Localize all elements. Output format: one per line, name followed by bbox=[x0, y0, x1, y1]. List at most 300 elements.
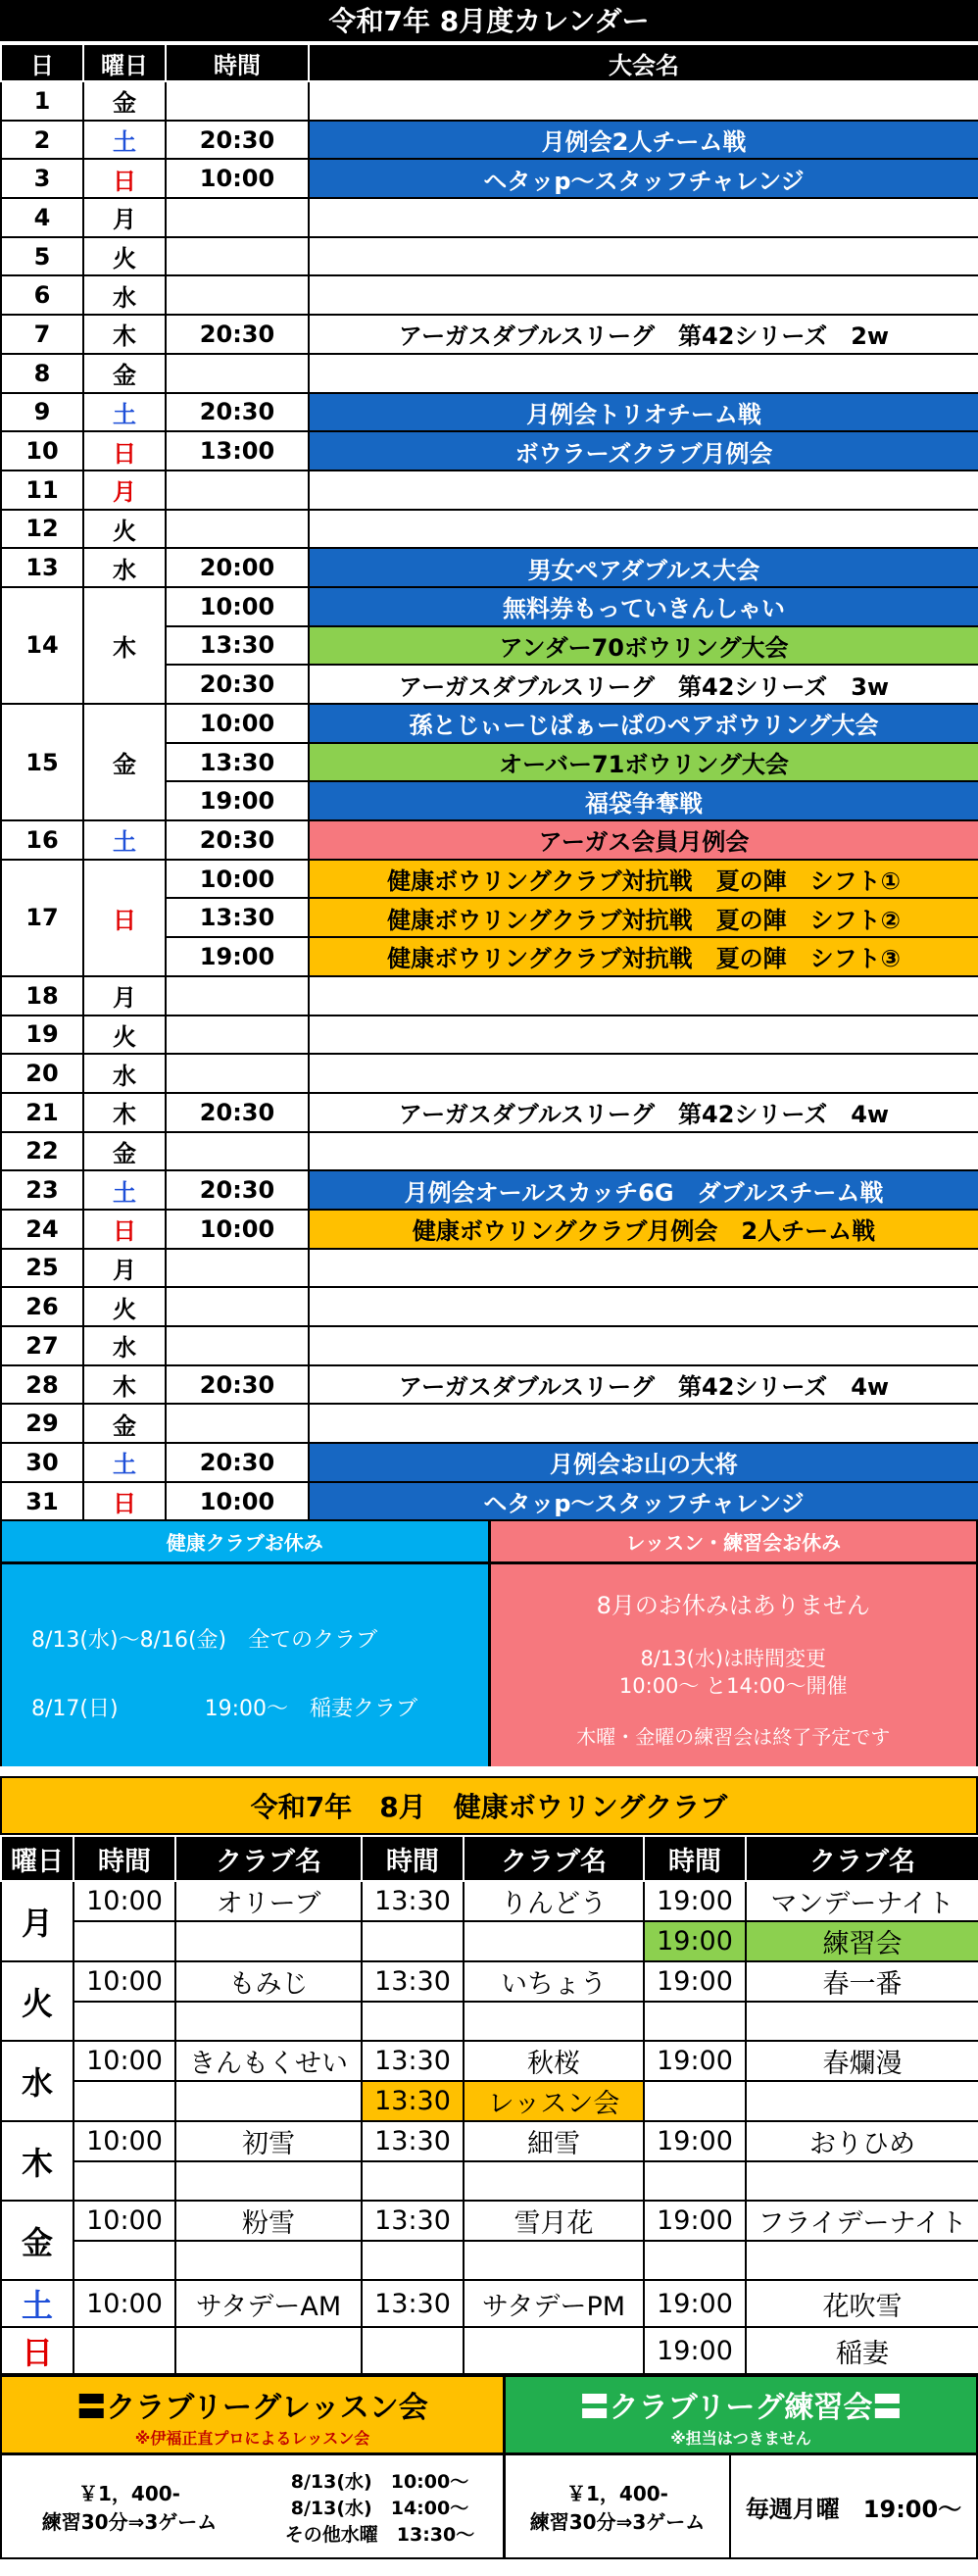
day-number: 6 bbox=[1, 275, 83, 315]
day-number: 16 bbox=[1, 820, 83, 860]
club-row bbox=[1, 1921, 978, 1961]
event-name: 健康ボウリングクラブ対抗戦 夏の陣 シフト① bbox=[309, 860, 978, 899]
club-name bbox=[746, 2161, 978, 2201]
weekday: 金 bbox=[83, 1132, 166, 1171]
day-number: 29 bbox=[1, 1404, 83, 1443]
weekday: 月 bbox=[83, 1249, 166, 1288]
event-name: ボウラーズクラブ月例会 bbox=[309, 431, 978, 471]
club-table bbox=[0, 1835, 978, 2375]
event-time bbox=[166, 81, 309, 121]
calendar-row bbox=[1, 1249, 978, 1288]
club-name: 花吹雪 bbox=[746, 2280, 978, 2327]
weekday: 火 bbox=[83, 1016, 166, 1055]
event-name: アーガスダブルスリーグ 第42シリーズ 4w bbox=[309, 1093, 978, 1132]
event-time bbox=[166, 510, 309, 549]
club-weekday: 月 bbox=[1, 1881, 73, 1961]
day-number: 9 bbox=[1, 393, 83, 432]
holiday-notice bbox=[0, 1521, 978, 1766]
club-row bbox=[1, 2280, 978, 2327]
weekday: 火 bbox=[83, 1287, 166, 1326]
lesson-price: ￥1，400- bbox=[78, 2482, 180, 2506]
club-time: 13:30 bbox=[362, 2081, 464, 2121]
event-name: アーガスダブルスリーグ 第42シリーズ 4w bbox=[309, 1365, 978, 1405]
calendar-row bbox=[1, 471, 978, 510]
event-name: 健康ボウリングクラブ対抗戦 夏の陣 シフト② bbox=[309, 898, 978, 937]
weekday: 月 bbox=[83, 198, 166, 237]
calendar-row bbox=[1, 121, 978, 160]
calendar-row bbox=[1, 704, 978, 743]
club-time bbox=[73, 2327, 175, 2374]
club-name: サタデーPM bbox=[464, 2280, 644, 2327]
lesson-subtitle: ※伊福正直プロによるレッスン会 bbox=[134, 2429, 370, 2449]
event-time: 13:00 bbox=[166, 431, 309, 471]
club-name: 稲妻 bbox=[746, 2327, 978, 2374]
weekday: 日 bbox=[83, 860, 166, 976]
weekday: 木 bbox=[83, 315, 166, 354]
club-time: 19:00 bbox=[644, 1961, 746, 2002]
calendar-table bbox=[0, 43, 978, 1521]
event-name: アンダー70ボウリング大会 bbox=[309, 626, 978, 666]
club-row bbox=[1, 2081, 978, 2121]
club-name bbox=[464, 2002, 644, 2041]
calendar-row bbox=[1, 81, 978, 121]
club-name: 春一番 bbox=[746, 1961, 978, 2002]
event-name bbox=[309, 1016, 978, 1055]
calendar-row bbox=[1, 1054, 978, 1093]
club-name: 細雪 bbox=[464, 2121, 644, 2161]
event-time bbox=[166, 198, 309, 237]
event-time: 10:00 bbox=[166, 1482, 309, 1521]
event-time: 20:30 bbox=[166, 393, 309, 432]
club-weekday: 金 bbox=[1, 2201, 73, 2280]
day-number: 3 bbox=[1, 159, 83, 198]
club-time: 19:00 bbox=[644, 2041, 746, 2081]
club-time bbox=[362, 2002, 464, 2041]
day-number: 22 bbox=[1, 1132, 83, 1171]
club-time: 10:00 bbox=[73, 1881, 175, 1921]
event-name bbox=[309, 354, 978, 393]
calendar-row bbox=[1, 820, 978, 860]
weekday: 月 bbox=[83, 976, 166, 1016]
day-number: 21 bbox=[1, 1093, 83, 1132]
event-time: 20:30 bbox=[166, 1170, 309, 1210]
event-name: 無料券もっていきんしゃい bbox=[309, 587, 978, 626]
club-row bbox=[1, 1961, 978, 2002]
event-name: ヘタッp～スタッフチャレンジ bbox=[309, 1482, 978, 1521]
club-name: きんもくせい bbox=[175, 2041, 362, 2081]
club-name bbox=[464, 1921, 644, 1961]
event-name bbox=[309, 1404, 978, 1443]
club-time: 19:00 bbox=[644, 1921, 746, 1961]
club-time: 19:00 bbox=[644, 1881, 746, 1921]
calendar-row bbox=[1, 510, 978, 549]
event-name bbox=[309, 471, 978, 510]
weekday: 土 bbox=[83, 393, 166, 432]
club-time bbox=[362, 2327, 464, 2374]
club-name bbox=[464, 2241, 644, 2280]
day-number: 31 bbox=[1, 1482, 83, 1521]
footer bbox=[0, 2375, 978, 2559]
calendar-row bbox=[1, 1287, 978, 1326]
club-name bbox=[464, 2327, 644, 2374]
day-number: 15 bbox=[1, 704, 83, 820]
day-number: 4 bbox=[1, 198, 83, 237]
event-time: 20:30 bbox=[166, 1443, 309, 1482]
event-name: 健康ボウリングクラブ月例会 2人チーム戦 bbox=[309, 1210, 978, 1249]
club-header-cell: 時間 bbox=[644, 1836, 746, 1881]
event-name: 月例会2人チーム戦 bbox=[309, 121, 978, 160]
calendar-row bbox=[1, 1016, 978, 1055]
weekday: 日 bbox=[83, 431, 166, 471]
event-time bbox=[166, 1326, 309, 1365]
club-name: フライデーナイト bbox=[746, 2201, 978, 2241]
lesson-holiday-panel bbox=[491, 1521, 977, 1766]
weekday: 金 bbox=[83, 354, 166, 393]
calendar-row bbox=[1, 237, 978, 276]
club-time bbox=[362, 2241, 464, 2280]
weekday: 土 bbox=[83, 121, 166, 160]
event-name: オーバー71ボウリング大会 bbox=[309, 743, 978, 782]
event-time bbox=[166, 1404, 309, 1443]
event-name bbox=[309, 275, 978, 315]
calendar-row bbox=[1, 860, 978, 899]
event-name: 孫とじぃーじばぁーばのペアボウリング大会 bbox=[309, 704, 978, 743]
club-name: おりひめ bbox=[746, 2121, 978, 2161]
event-name bbox=[309, 1054, 978, 1093]
day-number: 11 bbox=[1, 471, 83, 510]
club-holiday-line2: 8/17(日) 19:00～ 稲妻クラブ bbox=[31, 1697, 417, 1722]
club-time bbox=[644, 2161, 746, 2201]
event-time: 19:00 bbox=[166, 781, 309, 820]
club-header-cell: クラブ名 bbox=[175, 1836, 362, 1881]
weekday: 土 bbox=[83, 1170, 166, 1210]
calendar-row bbox=[1, 1093, 978, 1132]
weekday: 金 bbox=[83, 1404, 166, 1443]
club-holiday-line1: 8/13(水)～8/16(金) 全てのクラブ bbox=[31, 1628, 378, 1654]
club-time bbox=[73, 2161, 175, 2201]
club-time: 19:00 bbox=[644, 2280, 746, 2327]
event-name bbox=[309, 1249, 978, 1288]
club-header-cell: クラブ名 bbox=[746, 1836, 978, 1881]
event-time bbox=[166, 976, 309, 1016]
club-time bbox=[362, 2161, 464, 2201]
event-name: 男女ペアダブルス大会 bbox=[309, 548, 978, 587]
event-name: 福袋争奪戦 bbox=[309, 781, 978, 820]
event-time bbox=[166, 1132, 309, 1171]
event-name bbox=[309, 1287, 978, 1326]
club-time: 10:00 bbox=[73, 2121, 175, 2161]
club-name: 練習会 bbox=[746, 1921, 978, 1961]
event-time: 10:00 bbox=[166, 1210, 309, 1249]
lesson-time-2: 8/13(水) 14:00～ bbox=[290, 2497, 469, 2519]
practice-panel bbox=[506, 2377, 976, 2557]
day-number: 23 bbox=[1, 1170, 83, 1210]
event-time: 13:30 bbox=[166, 626, 309, 666]
club-time bbox=[644, 2002, 746, 2041]
club-header-cell: クラブ名 bbox=[464, 1836, 644, 1881]
club-time: 13:30 bbox=[362, 2041, 464, 2081]
event-name: 健康ボウリングクラブ対抗戦 夏の陣 シフト③ bbox=[309, 937, 978, 976]
lesson-holiday-line1: 8月のお休みはありません bbox=[596, 1592, 870, 1620]
club-name bbox=[175, 2002, 362, 2041]
club-time: 10:00 bbox=[73, 2041, 175, 2081]
club-weekday: 日 bbox=[1, 2327, 73, 2374]
club-time bbox=[644, 2081, 746, 2121]
club-row bbox=[1, 2327, 978, 2374]
weekday: 日 bbox=[83, 159, 166, 198]
event-time: 20:30 bbox=[166, 820, 309, 860]
day-number: 2 bbox=[1, 121, 83, 160]
club-name: マンデーナイト bbox=[746, 1881, 978, 1921]
weekday: 水 bbox=[83, 1054, 166, 1093]
club-time: 10:00 bbox=[73, 2201, 175, 2241]
club-time: 19:00 bbox=[644, 2327, 746, 2374]
practice-price: ￥1，400- bbox=[566, 2482, 668, 2506]
club-time: 19:00 bbox=[644, 2201, 746, 2241]
club-name: もみじ bbox=[175, 1961, 362, 2002]
event-name bbox=[309, 198, 978, 237]
club-time bbox=[73, 2241, 175, 2280]
club-weekday: 火 bbox=[1, 1961, 73, 2041]
club-name: いちょう bbox=[464, 1961, 644, 2002]
club-time: 19:00 bbox=[644, 2121, 746, 2161]
club-time bbox=[73, 2002, 175, 2041]
club-time: 10:00 bbox=[73, 2280, 175, 2327]
event-name bbox=[309, 81, 978, 121]
event-name: 月例会トリオチーム戦 bbox=[309, 393, 978, 432]
lesson-title: 〓クラブリーグレッスン会 bbox=[76, 2391, 428, 2426]
event-time: 20:00 bbox=[166, 548, 309, 587]
event-name: アーガスダブルスリーグ 第42シリーズ 2w bbox=[309, 315, 978, 354]
header-day: 日 bbox=[1, 44, 83, 81]
club-row bbox=[1, 2121, 978, 2161]
practice-subtitle: ※担当はつきません bbox=[670, 2429, 811, 2449]
club-row bbox=[1, 2241, 978, 2280]
club-row bbox=[1, 2201, 978, 2241]
lesson-time-3: その他水曜 13:30～ bbox=[284, 2523, 475, 2546]
club-body bbox=[1, 1881, 978, 2374]
weekday: 月 bbox=[83, 471, 166, 510]
calendar-row bbox=[1, 1326, 978, 1365]
calendar-body bbox=[1, 81, 978, 1520]
club-name bbox=[746, 2081, 978, 2121]
event-time bbox=[166, 471, 309, 510]
calendar-row bbox=[1, 1443, 978, 1482]
day-number: 10 bbox=[1, 431, 83, 471]
calendar-row bbox=[1, 1132, 978, 1171]
club-name: レッスン会 bbox=[464, 2081, 644, 2121]
weekday: 木 bbox=[83, 1365, 166, 1405]
club-row bbox=[1, 2041, 978, 2081]
day-number: 1 bbox=[1, 81, 83, 121]
event-time: 20:30 bbox=[166, 1365, 309, 1405]
club-name: 春爛漫 bbox=[746, 2041, 978, 2081]
weekday: 金 bbox=[83, 81, 166, 121]
event-time bbox=[166, 1016, 309, 1055]
club-header-cell: 時間 bbox=[362, 1836, 464, 1881]
lesson-price-detail: 練習30分⇒3ゲーム bbox=[41, 2510, 218, 2535]
club-row bbox=[1, 2161, 978, 2201]
calendar-row bbox=[1, 1404, 978, 1443]
club-name bbox=[175, 2327, 362, 2374]
club-holiday-panel bbox=[2, 1521, 491, 1766]
club-holiday-header: 健康クラブお休み bbox=[2, 1521, 488, 1564]
event-name bbox=[309, 510, 978, 549]
club-time: 13:30 bbox=[362, 1961, 464, 2002]
club-header-cell: 曜日 bbox=[1, 1836, 73, 1881]
event-name bbox=[309, 1326, 978, 1365]
calendar-row bbox=[1, 198, 978, 237]
event-name: 月例会オールスカッチ6G ダブルスチーム戦 bbox=[309, 1170, 978, 1210]
weekday: 日 bbox=[83, 1482, 166, 1521]
event-time: 10:00 bbox=[166, 860, 309, 899]
club-name bbox=[464, 2161, 644, 2201]
weekday: 水 bbox=[83, 1326, 166, 1365]
club-name bbox=[175, 2241, 362, 2280]
calendar-row bbox=[1, 1482, 978, 1521]
club-time: 13:30 bbox=[362, 2121, 464, 2161]
day-number: 13 bbox=[1, 548, 83, 587]
event-time bbox=[166, 237, 309, 276]
lesson-panel bbox=[2, 2377, 506, 2557]
calendar-row bbox=[1, 315, 978, 354]
weekday: 火 bbox=[83, 237, 166, 276]
club-name bbox=[746, 2002, 978, 2041]
practice-price-detail: 練習30分⇒3ゲーム bbox=[529, 2510, 706, 2535]
day-number: 17 bbox=[1, 860, 83, 976]
header-weekday: 曜日 bbox=[83, 44, 166, 81]
day-number: 27 bbox=[1, 1326, 83, 1365]
club-name: 初雪 bbox=[175, 2121, 362, 2161]
club-row bbox=[1, 1881, 978, 1921]
day-number: 14 bbox=[1, 587, 83, 704]
lesson-holiday-line4: 木曜・金曜の練習会は終了予定です bbox=[576, 1725, 891, 1750]
club-row bbox=[1, 2002, 978, 2041]
lesson-time-1: 8/13(水) 10:00～ bbox=[290, 2470, 469, 2493]
club-time bbox=[644, 2241, 746, 2280]
calendar-row bbox=[1, 1170, 978, 1210]
day-number: 18 bbox=[1, 976, 83, 1016]
event-name: アーガス会員月例会 bbox=[309, 820, 978, 860]
day-number: 19 bbox=[1, 1016, 83, 1055]
club-name: 粉雪 bbox=[175, 2201, 362, 2241]
practice-title: 〓クラブリーグ練習会〓 bbox=[579, 2391, 903, 2426]
practice-time: 毎週月曜 19:00～ bbox=[745, 2495, 962, 2523]
event-time bbox=[166, 1249, 309, 1288]
club-time bbox=[73, 1921, 175, 1961]
event-name bbox=[309, 237, 978, 276]
calendar-row bbox=[1, 393, 978, 432]
club-name: サタデーAM bbox=[175, 2280, 362, 2327]
day-number: 30 bbox=[1, 1443, 83, 1482]
calendar-row bbox=[1, 1365, 978, 1405]
club-header-row bbox=[1, 1836, 978, 1881]
club-name bbox=[175, 1921, 362, 1961]
club-time: 13:30 bbox=[362, 1881, 464, 1921]
calendar-row bbox=[1, 354, 978, 393]
calendar-row bbox=[1, 431, 978, 471]
event-time: 20:30 bbox=[166, 315, 309, 354]
event-time: 20:30 bbox=[166, 121, 309, 160]
event-time bbox=[166, 354, 309, 393]
lesson-holiday-line2: 8/13(水)は時間変更 bbox=[640, 1647, 827, 1671]
day-number: 26 bbox=[1, 1287, 83, 1326]
calendar-title: 令和7年 8月度カレンダー bbox=[0, 0, 978, 43]
weekday: 木 bbox=[83, 587, 166, 704]
weekday: 土 bbox=[83, 820, 166, 860]
club-name bbox=[175, 2161, 362, 2201]
club-header-cell: 時間 bbox=[73, 1836, 175, 1881]
day-number: 7 bbox=[1, 315, 83, 354]
event-time: 13:30 bbox=[166, 743, 309, 782]
day-number: 28 bbox=[1, 1365, 83, 1405]
club-time bbox=[73, 2081, 175, 2121]
weekday: 日 bbox=[83, 1210, 166, 1249]
event-time: 20:30 bbox=[166, 1093, 309, 1132]
club-time: 13:30 bbox=[362, 2280, 464, 2327]
calendar-row bbox=[1, 1210, 978, 1249]
event-time: 19:00 bbox=[166, 937, 309, 976]
club-name: 雪月花 bbox=[464, 2201, 644, 2241]
event-time: 20:30 bbox=[166, 665, 309, 704]
day-number: 12 bbox=[1, 510, 83, 549]
weekday: 木 bbox=[83, 1093, 166, 1132]
calendar-row bbox=[1, 275, 978, 315]
day-number: 24 bbox=[1, 1210, 83, 1249]
club-time: 13:30 bbox=[362, 2201, 464, 2241]
event-time bbox=[166, 1054, 309, 1093]
calendar-row bbox=[1, 548, 978, 587]
calendar-row bbox=[1, 587, 978, 626]
club-time: 10:00 bbox=[73, 1961, 175, 2002]
event-name: 月例会お山の大将 bbox=[309, 1443, 978, 1482]
event-time: 13:30 bbox=[166, 898, 309, 937]
club-weekday: 木 bbox=[1, 2121, 73, 2201]
event-time bbox=[166, 275, 309, 315]
lesson-holiday-line3: 10:00～ と14:00～開催 bbox=[618, 1674, 848, 1699]
club-name bbox=[746, 2241, 978, 2280]
event-name bbox=[309, 976, 978, 1016]
weekday: 火 bbox=[83, 510, 166, 549]
day-number: 8 bbox=[1, 354, 83, 393]
event-name: アーガスダブルスリーグ 第42シリーズ 3w bbox=[309, 665, 978, 704]
club-title: 令和7年 8月 健康ボウリングクラブ bbox=[0, 1776, 978, 1835]
day-number: 20 bbox=[1, 1054, 83, 1093]
calendar-row bbox=[1, 159, 978, 198]
header-time: 時間 bbox=[166, 44, 309, 81]
weekday: 水 bbox=[83, 275, 166, 315]
event-time: 10:00 bbox=[166, 159, 309, 198]
club-name: オリーブ bbox=[175, 1881, 362, 1921]
event-time: 10:00 bbox=[166, 704, 309, 743]
lesson-holiday-header: レッスン・練習会お休み bbox=[491, 1521, 977, 1564]
club-weekday: 水 bbox=[1, 2041, 73, 2121]
header-event: 大会名 bbox=[309, 44, 978, 81]
club-name bbox=[175, 2081, 362, 2121]
club-name: 秋桜 bbox=[464, 2041, 644, 2081]
event-name bbox=[309, 1132, 978, 1171]
event-time bbox=[166, 1287, 309, 1326]
calendar-row bbox=[1, 976, 978, 1016]
club-weekday: 土 bbox=[1, 2280, 73, 2327]
calendar-header-row bbox=[1, 44, 978, 81]
weekday: 金 bbox=[83, 704, 166, 820]
day-number: 25 bbox=[1, 1249, 83, 1288]
event-name: ヘタッp～スタッフチャレンジ bbox=[309, 159, 978, 198]
club-time bbox=[362, 1921, 464, 1961]
day-number: 5 bbox=[1, 237, 83, 276]
club-name: りんどう bbox=[464, 1881, 644, 1921]
